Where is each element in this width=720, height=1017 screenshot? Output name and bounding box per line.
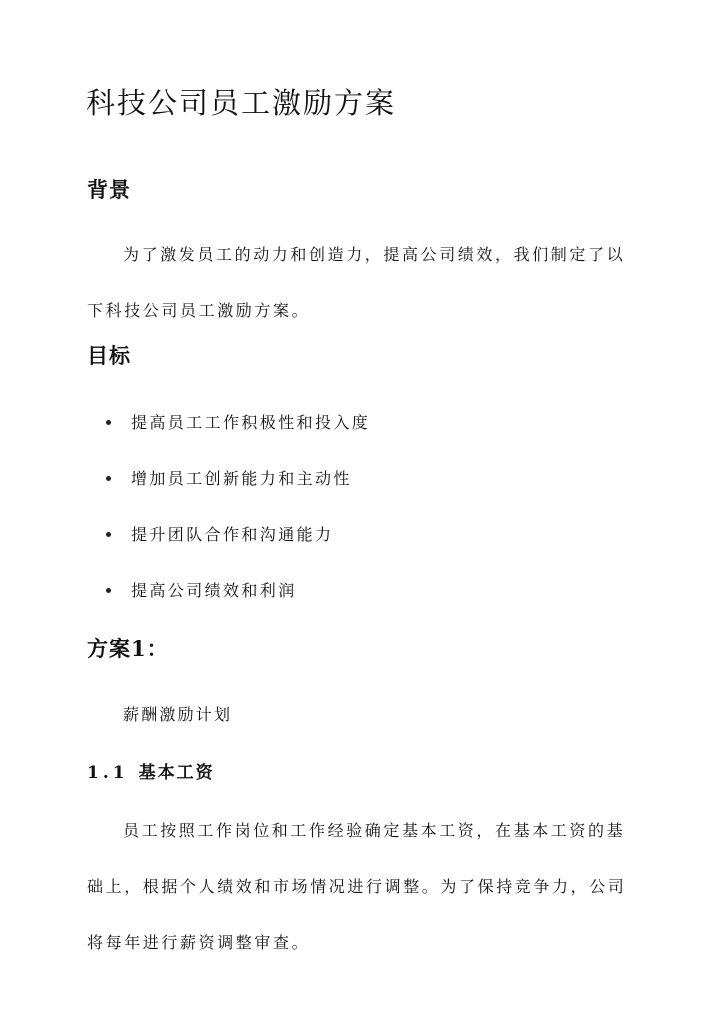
list-item-text: 提升团队合作和沟通能力: [131, 525, 334, 544]
list-item-text: 提高员工工作积极性和投入度: [131, 413, 371, 432]
list-item-text: 增加员工创新能力和主动性: [131, 469, 352, 488]
list-item-text: 提高公司绩效和利润: [131, 581, 297, 600]
subsection-title: 基本工资: [138, 763, 215, 783]
list-item: [106, 563, 626, 619]
list-item: [106, 507, 626, 563]
bullet-icon: [106, 476, 111, 481]
section-heading-goals: 目标: [87, 343, 131, 368]
subsection-heading: [87, 761, 215, 785]
bullet-icon: [106, 532, 111, 537]
list-item: [106, 451, 626, 507]
bullet-icon: [106, 420, 111, 425]
bullet-icon: [106, 588, 111, 593]
section-heading-background: 背景: [87, 177, 131, 202]
subsection-paragraph: 员工按照工作岗位和工作经验确定基本工资，在基本工资的基础上，根据个人绩效和市场情况进行调整。为了保持竞争力，公司将每年进行薪资调整审查。: [87, 821, 627, 952]
background-paragraph: 为了激发员工的动力和创造力，提高公司绩效，我们制定了以下科技公司员工激励方案。: [87, 245, 626, 320]
section-heading-plan1: 方案1：: [87, 636, 169, 661]
document-title: 科技公司员工激励方案: [86, 86, 397, 120]
list-item: [106, 395, 626, 451]
plan1-label: 薪酬激励计划: [123, 705, 233, 724]
subsection-number: 1.1: [87, 763, 129, 783]
goals-list: [106, 395, 626, 619]
